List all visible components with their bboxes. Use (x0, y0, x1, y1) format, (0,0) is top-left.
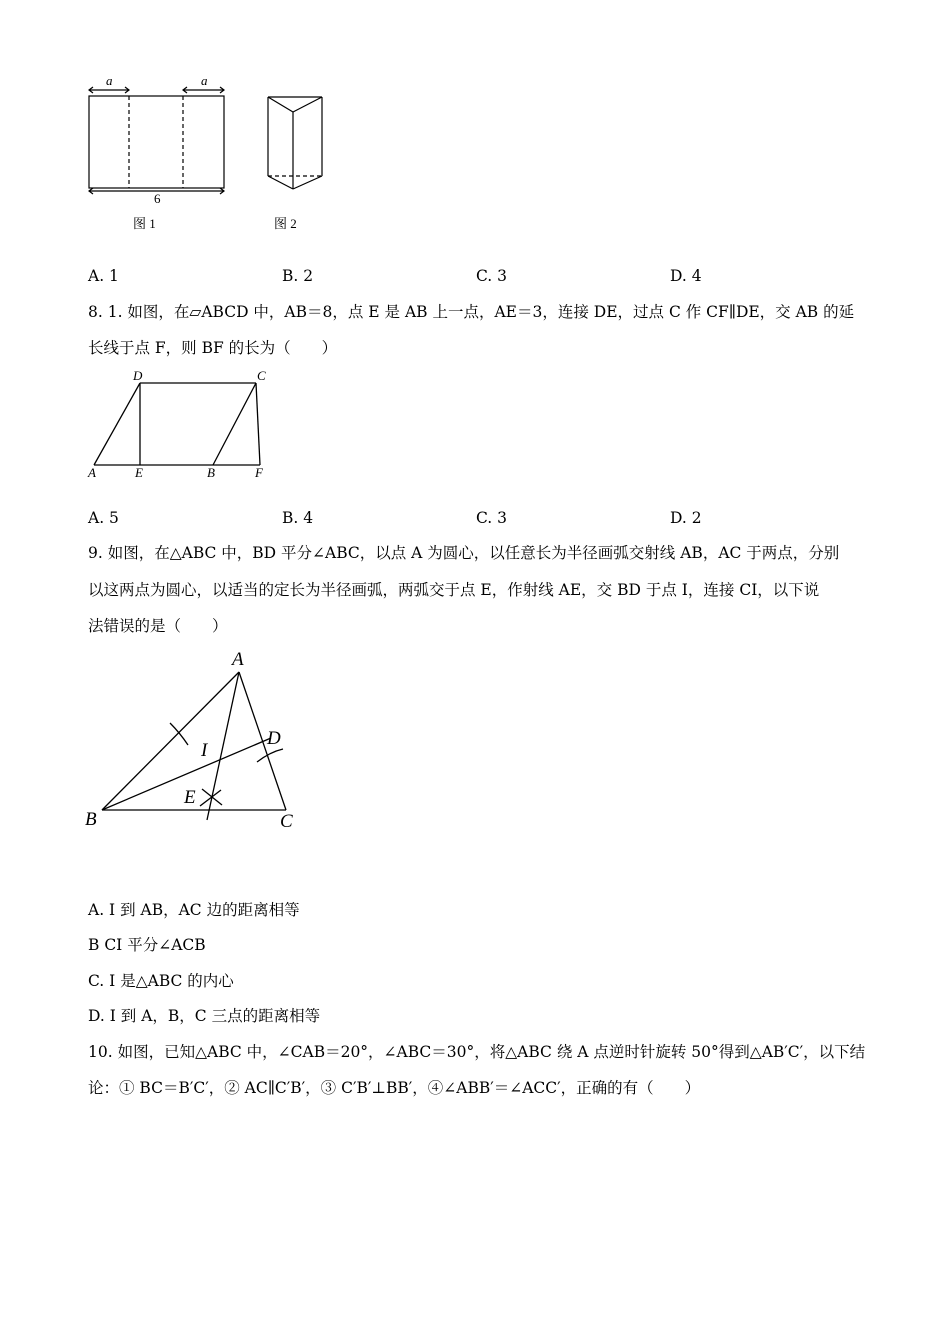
q7-figure-1 (80, 70, 240, 240)
q7-fig1-dim-a-right: a (201, 73, 208, 88)
q8-parallelogram-figure (85, 365, 285, 485)
q9-label-b: B (85, 809, 97, 830)
q7-fig2-caption: 图 2 (274, 216, 297, 231)
q9-text-line-2: 以这两点为圆心，以适当的定长为半径画弧，两弧交于点 E，作射线 AE，交 BD 于点 I，连接 CI，以下说 (88, 581, 820, 599)
q9-label-d: D (267, 728, 281, 749)
q7-option-b: B. 2 (282, 267, 314, 285)
q9-label-i: I (201, 740, 208, 761)
q9-option-d: D. I 到 A，B，C 三点的距离相等 (88, 1007, 321, 1025)
q8-label-c: C (257, 368, 266, 383)
q9-label-c: C (280, 811, 293, 832)
q7-option-a: A. 1 (88, 267, 119, 285)
q9-label-a: A (232, 649, 244, 670)
q8-option-d: D. 2 (670, 509, 702, 527)
q7-option-c: C. 3 (476, 267, 508, 285)
q7-fig1-caption: 图 1 (133, 216, 156, 231)
q8-text-line-1: 8. 1. 如图，在▱ABCD 中，AB＝8，点 E 是 AB 上一点，AE＝3，连接 DE，过点 C 作 CF∥DE，交 AB 的延 (88, 303, 855, 321)
q7-fig1-dim-a-left: a (106, 73, 113, 88)
q8-label-e: E (135, 465, 143, 480)
q9-triangle-figure (80, 645, 320, 845)
q8-option-a: A. 5 (88, 509, 119, 527)
q9-option-b: B CI 平分∠ACB (88, 936, 206, 954)
q7-fig1-dim-6: 6 (154, 191, 161, 206)
q10-text-line-2: 论：① BC＝B′C′，② AC∥C′B′，③ C′B′⊥BB′，④∠ABB′＝∠ACC′，正确的有（ ） (88, 1079, 701, 1097)
q8-option-c: C. 3 (476, 509, 508, 527)
q8-option-b: B. 4 (282, 509, 314, 527)
q9-text-line-1: 9. 如图，在△ABC 中，BD 平分∠ABC，以点 A 为圆心，以任意长为半径画弧交射线 AB，AC 于两点，分别 (88, 544, 840, 562)
q7-option-d: D. 4 (670, 267, 702, 285)
q8-label-f: F (255, 465, 263, 480)
q8-text-line-2: 长线于点 F，则 BF 的长为（ ） (88, 339, 338, 357)
q9-label-e: E (184, 787, 196, 808)
q8-label-b: B (207, 465, 215, 480)
q10-text-line-1: 10. 如图，已知△ABC 中，∠CAB＝20°，∠ABC＝30°，将△ABC 绕 A 点逆时针旋转 50°得到△AB′C′，以下结 (88, 1043, 866, 1061)
q9-option-a: A. I 到 AB，AC 边的距离相等 (88, 901, 300, 919)
q8-label-a: A (88, 465, 96, 480)
q9-text-line-3: 法错误的是（ ） (88, 617, 228, 635)
q7-figure-2 (260, 90, 340, 240)
q8-label-d: D (133, 368, 143, 383)
q9-option-c: C. I 是△ABC 的内心 (88, 972, 234, 990)
